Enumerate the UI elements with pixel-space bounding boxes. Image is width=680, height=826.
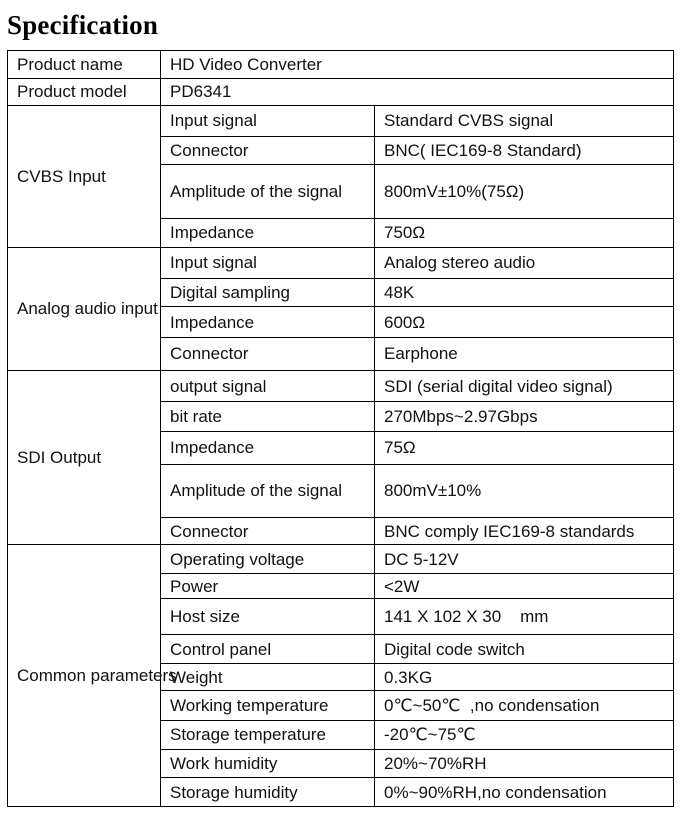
spec-label: bit rate bbox=[161, 402, 375, 432]
spec-value: SDI (serial digital video signal) bbox=[375, 370, 674, 402]
spec-label: Working temperature bbox=[161, 691, 375, 721]
common-parameters-group: Common parameters bbox=[8, 545, 161, 807]
spec-value: BNC comply IEC169-8 standards bbox=[375, 517, 674, 545]
table-row bbox=[8, 370, 674, 402]
spec-value: Earphone bbox=[375, 338, 674, 371]
product-model-value: PD6341 bbox=[161, 78, 674, 106]
spec-value: 750Ω bbox=[375, 218, 674, 248]
spec-value: Standard CVBS signal bbox=[375, 106, 674, 137]
spec-label: Impedance bbox=[161, 431, 375, 464]
table-row bbox=[8, 78, 674, 106]
sdi-output-group: SDI Output bbox=[8, 370, 161, 545]
spec-label: output signal bbox=[161, 370, 375, 402]
spec-label: Work humidity bbox=[161, 749, 375, 778]
spec-value: DC 5-12V bbox=[375, 545, 674, 574]
table-row bbox=[8, 545, 674, 574]
spec-value: Analog stereo audio bbox=[375, 248, 674, 279]
spec-label: Storage humidity bbox=[161, 778, 375, 807]
spec-value: 600Ω bbox=[375, 307, 674, 338]
spec-value: 800mV±10%(75Ω) bbox=[375, 165, 674, 218]
analog-audio-input-group: Analog audio input bbox=[8, 248, 161, 371]
spec-value: 75Ω bbox=[375, 431, 674, 464]
table-row bbox=[8, 248, 674, 279]
spec-value: 141 X 102 X 30 mm bbox=[375, 599, 674, 635]
spec-label: Operating voltage bbox=[161, 545, 375, 574]
spec-label: Digital sampling bbox=[161, 278, 375, 307]
spec-label: Connector bbox=[161, 136, 375, 165]
spec-label: Weight bbox=[161, 663, 375, 691]
spec-value: 0.3KG bbox=[375, 663, 674, 691]
product-model-label: Product model bbox=[8, 78, 161, 106]
spec-label: Host size bbox=[161, 599, 375, 635]
spec-label: Impedance bbox=[161, 307, 375, 338]
spec-label: Connector bbox=[161, 517, 375, 545]
table-row bbox=[8, 106, 674, 137]
spec-value: -20℃~75℃ bbox=[375, 721, 674, 750]
product-name-value: HD Video Converter bbox=[161, 51, 674, 79]
table-row bbox=[8, 51, 674, 79]
spec-label: Amplitude of the signal bbox=[161, 464, 375, 517]
spec-value: BNC( IEC169-8 Standard) bbox=[375, 136, 674, 165]
product-name-label: Product name bbox=[8, 51, 161, 79]
page-title: Specification bbox=[7, 10, 159, 40]
spec-label: Storage temperature bbox=[161, 721, 375, 750]
spec-label: Amplitude of the signal bbox=[161, 165, 375, 218]
spec-value: 270Mbps~2.97Gbps bbox=[375, 402, 674, 432]
spec-label: Impedance bbox=[161, 218, 375, 248]
spec-value: Digital code switch bbox=[375, 635, 674, 664]
spec-label: Control panel bbox=[161, 635, 375, 664]
spec-value: 20%~70%RH bbox=[375, 749, 674, 778]
spec-value: 0%~90%RH,no condensation bbox=[375, 778, 674, 807]
spec-value: 0℃~50℃ ,no condensation bbox=[375, 691, 674, 721]
spec-value: 48K bbox=[375, 278, 674, 307]
cvbs-input-group: CVBS Input bbox=[8, 106, 161, 248]
spec-label: Power bbox=[161, 573, 375, 599]
specification-table bbox=[7, 50, 674, 807]
spec-label: Connector bbox=[161, 338, 375, 371]
spec-value: 800mV±10% bbox=[375, 464, 674, 517]
spec-label: Input signal bbox=[161, 248, 375, 279]
spec-value: <2W bbox=[375, 573, 674, 599]
spec-label: Input signal bbox=[161, 106, 375, 137]
